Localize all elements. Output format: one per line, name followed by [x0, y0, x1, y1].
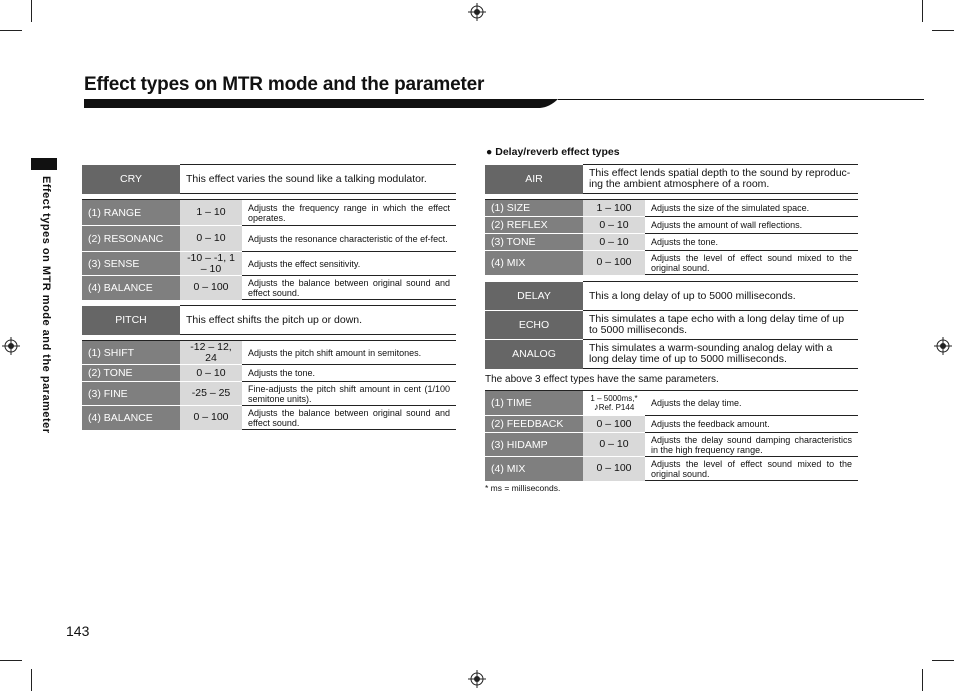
side-tab-text: Effect types on MTR mode and the parameter — [40, 176, 52, 434]
param-description: Adjusts the tone. — [242, 365, 456, 382]
param-label: (4) BALANCE — [82, 276, 180, 300]
crop-mark — [932, 660, 954, 661]
param-range-ref — [589, 403, 639, 412]
param-range: 0 – 10 — [583, 433, 645, 457]
param-range — [583, 391, 645, 416]
param-description: Adjusts the resonance characteristic of the ef-fect. — [242, 226, 456, 252]
param-description: Adjusts the amount of wall reflections. — [645, 217, 858, 234]
delay-types-table — [485, 281, 858, 369]
ref-text: Ref. P144 — [598, 403, 635, 412]
param-range: 0 – 10 — [180, 226, 242, 252]
param-range: 1 – 10 — [180, 200, 242, 226]
effect-name-echo: ECHO — [485, 311, 583, 340]
crop-mark — [922, 669, 923, 691]
crop-mark — [922, 0, 923, 22]
effect-description: This effect shifts the pitch up or down. — [180, 306, 456, 335]
param-range: 0 – 100 — [180, 406, 242, 430]
param-range: 0 – 100 — [583, 251, 645, 275]
param-description: Adjusts the size of the simulated space. — [645, 200, 858, 217]
footnote: * ms = milliseconds. — [485, 483, 561, 493]
crop-mark — [31, 0, 32, 22]
cry-effect-table — [82, 164, 456, 300]
effect-name-cry: CRY — [82, 165, 180, 194]
param-label: (2) RESONANC — [82, 226, 180, 252]
page-title: Effect types on MTR mode and the parameter — [84, 74, 485, 95]
effect-description: This simulates a warm-sounding analog delay with a long delay time of up to 5000 milliseconds. — [583, 340, 858, 369]
param-range: 0 – 100 — [180, 276, 242, 300]
param-description: Adjusts the effect sensitivity. — [242, 252, 456, 276]
param-description: Fine-adjusts the pitch shift amount in cent (1/100 semitone units). — [242, 382, 456, 406]
param-label: (2) TONE — [82, 365, 180, 382]
param-label: (4) MIX — [485, 457, 583, 481]
param-label: (1) SHIFT — [82, 341, 180, 365]
param-range: 0 – 100 — [583, 457, 645, 481]
param-range: 0 – 10 — [583, 234, 645, 251]
crop-mark — [932, 30, 954, 31]
param-label: (4) BALANCE — [82, 406, 180, 430]
param-range: 0 – 100 — [583, 416, 645, 433]
param-label: (3) HIDAMP — [485, 433, 583, 457]
param-label: (1) RANGE — [82, 200, 180, 226]
pitch-effect-table — [82, 305, 456, 430]
param-description: Adjusts the balance between original sound and effect sound. — [242, 406, 456, 430]
param-range: 1 – 100 — [583, 200, 645, 217]
page-number: 143 — [66, 623, 90, 639]
param-label: (1) TIME — [485, 391, 583, 416]
section-heading: ● Delay/reverb effect types — [486, 146, 620, 158]
param-range: -25 – 25 — [180, 382, 242, 406]
effect-name-air: AIR — [485, 165, 583, 194]
effect-description: This simulates a tape echo with a long delay time of up to 5000 milliseconds. — [583, 311, 858, 340]
same-parameters-note: The above 3 effect types have the same parameters. — [485, 374, 719, 385]
registration-mark-icon — [468, 3, 486, 21]
param-description: Adjusts the delay time. — [645, 391, 858, 416]
param-label: (1) SIZE — [485, 200, 583, 217]
side-tab-block — [31, 158, 57, 170]
crop-mark — [0, 660, 22, 661]
title-rule — [84, 99, 924, 108]
crop-mark — [0, 30, 22, 31]
effect-description: This effect lends spatial depth to the sound by reproduc-ing the ambient atmosphere of a room. — [583, 165, 858, 194]
param-label: (3) TONE — [485, 234, 583, 251]
param-label: (2) FEEDBACK — [485, 416, 583, 433]
delay-params-table — [485, 390, 858, 481]
registration-mark-icon — [2, 337, 20, 355]
param-description: Adjusts the level of effect sound mixed to the original sound. — [645, 251, 858, 275]
param-description: Adjusts the frequency range in which the effect operates. — [242, 200, 456, 226]
param-description: Adjusts the balance between original sound and effect sound. — [242, 276, 456, 300]
effect-name-pitch: PITCH — [82, 306, 180, 335]
registration-mark-icon — [468, 670, 486, 688]
param-label: (3) FINE — [82, 382, 180, 406]
param-range-value: 1 – 5000ms,* — [590, 394, 638, 403]
param-description: Adjusts the pitch shift amount in semitones. — [242, 341, 456, 365]
registration-mark-icon — [934, 337, 952, 355]
param-range: 0 – 10 — [180, 365, 242, 382]
effect-description: This a long delay of up to 5000 milliseconds. — [583, 282, 858, 311]
effect-name-analog: ANALOG — [485, 340, 583, 369]
param-description: Adjusts the level of effect sound mixed to the original sound. — [645, 457, 858, 481]
param-range: -12 – 12, 24 — [180, 341, 242, 365]
param-label: (2) REFLEX — [485, 217, 583, 234]
param-range: 0 – 10 — [583, 217, 645, 234]
effect-name-delay: DELAY — [485, 282, 583, 311]
crop-mark — [31, 669, 32, 691]
air-effect-table — [485, 164, 858, 275]
param-description: Adjusts the tone. — [645, 234, 858, 251]
note-icon: ♪ — [593, 402, 599, 413]
param-description: Adjusts the delay sound damping characteristics in the high frequency range. — [645, 433, 858, 457]
param-label: (3) SENSE — [82, 252, 180, 276]
effect-description: This effect varies the sound like a talking modulator. — [180, 165, 456, 194]
param-label: (4) MIX — [485, 251, 583, 275]
param-description: Adjusts the feedback amount. — [645, 416, 858, 433]
param-range: -10 – -1, 1 – 10 — [180, 252, 242, 276]
